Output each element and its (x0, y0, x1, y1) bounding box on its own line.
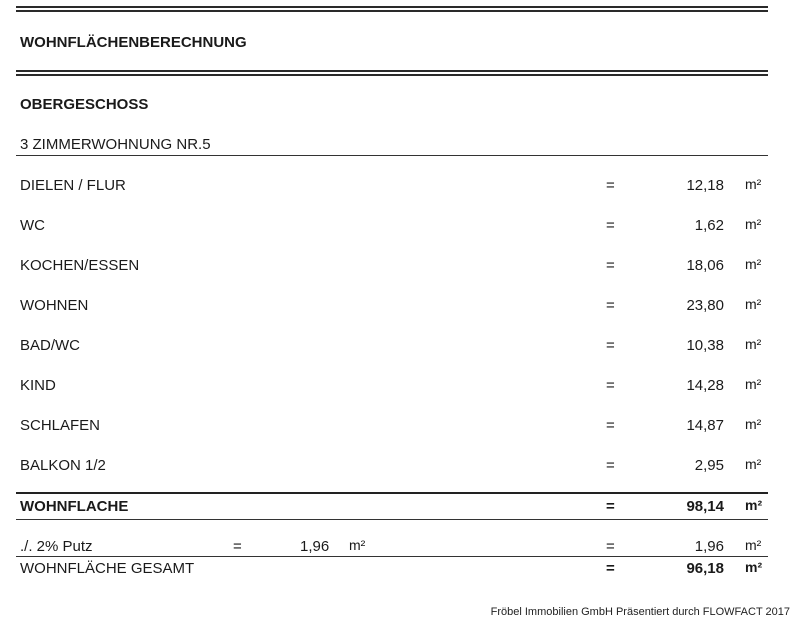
unit-label: m² (745, 537, 762, 553)
deduction-area: 1,96 (694, 538, 724, 555)
total-label: WOHNFLÄCHE GESAMT (20, 560, 195, 577)
room-area: 14,87 (686, 417, 724, 434)
room-label: KIND (20, 377, 56, 394)
unit-label: m² (349, 537, 366, 553)
room-area: 12,18 (686, 177, 724, 194)
unit-label: m² (745, 256, 762, 272)
room-area: 2,95 (694, 457, 724, 474)
deduction-label: ./. 2% Putz (20, 538, 93, 555)
room-label: DIELEN / FLUR (20, 177, 126, 194)
document-title: WOHNFLÄCHENBERECHNUNG (20, 34, 247, 51)
room-label: BAD/WC (20, 337, 80, 354)
room-label: BALKON 1/2 (20, 457, 106, 474)
unit-label: m² (745, 296, 762, 312)
deduction-rule (16, 556, 768, 557)
unit-label: m² (745, 416, 762, 432)
subtotal-bottom-rule (16, 519, 768, 520)
equals-sign: = (233, 538, 242, 555)
apartment-label: 3 ZIMMERWOHNUNG NR.5 (20, 136, 211, 153)
equals-sign: = (606, 377, 615, 394)
room-area: 10,38 (686, 337, 724, 354)
room-label: WC (20, 217, 45, 234)
room-area: 14,28 (686, 377, 724, 394)
unit-label: m² (745, 216, 762, 232)
equals-sign: = (606, 417, 615, 434)
equals-sign: = (606, 498, 615, 515)
room-area: 18,06 (686, 257, 724, 274)
unit-label: m² (745, 376, 762, 392)
total-area: 96,18 (686, 560, 724, 577)
unit-label: m² (745, 176, 762, 192)
apartment-rule (16, 155, 768, 156)
room-label: KOCHEN/ESSEN (20, 257, 140, 274)
deduction-inner-value: 1,96 (300, 538, 330, 555)
equals-sign: = (606, 457, 615, 474)
top-double-rule (16, 6, 768, 12)
subtotal-area: 98,14 (686, 498, 724, 515)
room-area: 1,62 (694, 217, 724, 234)
room-label: WOHNEN (20, 297, 89, 314)
equals-sign: = (606, 538, 615, 555)
subtotal-label: WOHNFLACHE (20, 498, 129, 515)
equals-sign: = (606, 297, 615, 314)
subtotal-rule (16, 492, 768, 494)
footer-credit: Fröbel Immobilien GmbH Präsentiert durch FLOWFACT 2017 (490, 606, 790, 618)
section-heading: OBERGESCHOSS (20, 96, 149, 113)
equals-sign: = (606, 560, 615, 577)
unit-label: m² (745, 456, 762, 472)
unit-label: m² (745, 497, 763, 513)
unit-label: m² (745, 559, 763, 575)
room-label: SCHLAFEN (20, 417, 101, 434)
room-area: 23,80 (686, 297, 724, 314)
equals-sign: = (606, 257, 615, 274)
equals-sign: = (606, 177, 615, 194)
equals-sign: = (606, 337, 615, 354)
unit-label: m² (745, 336, 762, 352)
title-double-rule (16, 70, 768, 76)
equals-sign: = (606, 217, 615, 234)
